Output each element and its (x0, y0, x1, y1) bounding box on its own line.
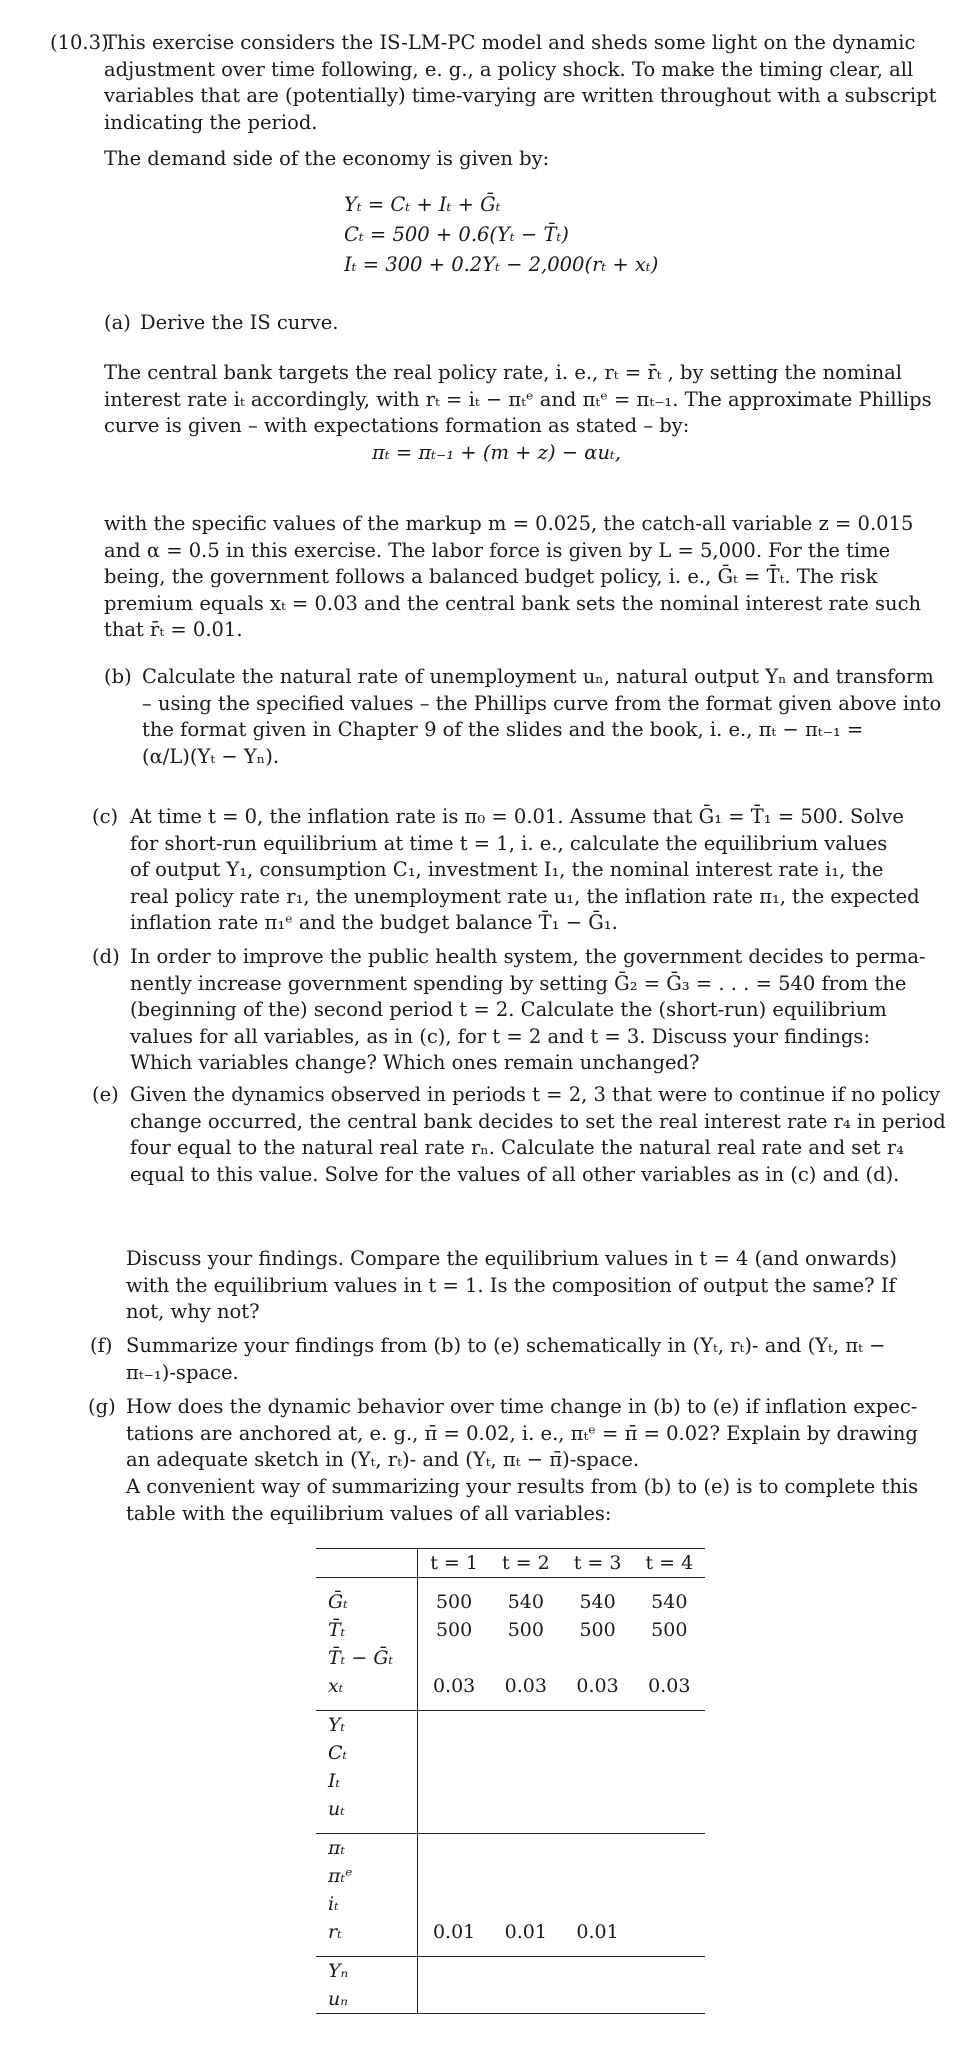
table-cell: 540 (579, 1590, 616, 1613)
table-row (316, 1862, 705, 1890)
part-e-discussion (126, 1246, 896, 1326)
paragraph-line: the format given in Chapter 9 of the slides and the book, i. e., πₜ − πₜ₋₁ = (142, 718, 864, 741)
part-g-text (126, 1394, 918, 1474)
table-cell (633, 1834, 705, 1863)
table-cell (418, 1711, 490, 1740)
paragraph-line: being, the government follows a balanced budget policy, i. e., Ḡₜ = T̄ₜ. The risk (104, 565, 878, 588)
table-cell (490, 1862, 562, 1890)
paragraph-line: that r̄ₜ = 0.01. (104, 618, 243, 641)
spacer-cell (316, 1578, 418, 1589)
table-cell (490, 1644, 562, 1672)
spacer-cell (316, 1946, 418, 1957)
row-variable: iₜ (316, 1890, 418, 1918)
table-cell (418, 1985, 490, 2014)
table-cell (490, 1834, 562, 1863)
table-cell (633, 1795, 705, 1823)
table-cell (490, 1957, 562, 1986)
table-cell: 0.01 (432, 1920, 476, 1943)
central-bank-paragraph (104, 360, 932, 440)
table-row (316, 1985, 705, 2014)
table-cell (418, 1739, 490, 1767)
table-cell: 500 (435, 1618, 473, 1641)
phillips-curve-equation: πₜ = πₜ₋₁ + (m + z) − αuₜ, (372, 441, 622, 464)
table-cell (633, 1862, 705, 1890)
table-cell (490, 1795, 562, 1823)
paragraph-line: In order to improve the public health system, the government decides to perma- (130, 945, 926, 968)
table-spacer (316, 1823, 705, 1834)
table-cell (562, 1862, 634, 1890)
table-row (316, 1795, 705, 1823)
header-empty-cell (316, 1549, 418, 1578)
table-cell: 0.03 (432, 1674, 476, 1697)
row-variable: uₙ (316, 1985, 418, 2014)
paragraph-line: tations are anchored at, e. g., π̄ = 0.02, i. e., πₜᵉ = π̄ = 0.02? Explain by drawing (126, 1421, 918, 1445)
table-cell (562, 1711, 634, 1740)
exercise-number: (10.3) (50, 31, 109, 54)
table-header-row (316, 1549, 705, 1578)
paragraph-line: for short-run equilibrium at time t = 1, i. e., calculate the equilibrium values (130, 831, 888, 855)
paragraph-line: an adequate sketch in (Yₜ, rₜ)- and (Yₜ, πₜ − π̄)-space. (126, 1448, 640, 1471)
table-cell (562, 1739, 634, 1767)
table-row (316, 1711, 705, 1740)
paragraph-line: of output Y₁, consumption C₁, investment I₁, the nominal interest rate i₁, the (130, 858, 884, 881)
equation-output: Yₜ = Cₜ + Iₜ + Ḡₜ (344, 193, 501, 216)
part-e-text (130, 1082, 946, 1188)
table-row (316, 1890, 705, 1918)
paragraph-line: Which variables change? Which ones remain unchanged? (130, 1051, 700, 1074)
paragraph-line: curve is given – with expectations formation as stated – by: (104, 414, 690, 437)
table-cell: 0.01 (576, 1920, 619, 1943)
row-variable: Iₜ (316, 1767, 418, 1795)
parameter-values-paragraph (104, 511, 922, 644)
equilibrium-values-table (316, 1548, 705, 2014)
paragraph-line: How does the dynamic behavior over time change in (b) to (e) if inflation expec- (126, 1395, 918, 1418)
paragraph-line: real policy rate r₁, the unemployment rate u₁, the inflation rate π₁, the expected (130, 884, 920, 908)
table-cell: 500 (651, 1618, 688, 1641)
intro-line: variables that are (potentially) time-varying are written throughout with a subscript (104, 84, 937, 107)
table-cell (418, 1795, 490, 1823)
part-f-text (126, 1333, 896, 1386)
paragraph-line: change occurred, the central bank decides to set the real interest rate r₄ in period (130, 1109, 946, 1133)
header-cell: t = 3 (562, 1549, 634, 1578)
part-a-label: (a) (104, 311, 131, 334)
paragraph-line: (beginning of the) second period t = 2. Calculate the (short-run) equilibrium (130, 998, 887, 1021)
table-row (316, 1588, 705, 1616)
paragraph-line: A convenient way of summarizing your results from (b) to (e) is to complete this (126, 1475, 919, 1498)
paragraph-line: Summarize your findings from (b) to (e) schematically in (Yₜ, rₜ)- and (Yₜ, πₜ − (126, 1334, 886, 1357)
table-cell: 0.03 (576, 1674, 619, 1697)
row-variable: uₜ (316, 1795, 418, 1823)
table-spacer (316, 1946, 705, 1957)
table-cell (633, 1739, 705, 1767)
table-cell (418, 1644, 490, 1672)
row-variable: xₜ (316, 1672, 418, 1700)
table-cell (562, 1795, 634, 1823)
table-row (316, 1672, 705, 1700)
table-row (316, 1739, 705, 1767)
table-cell (633, 1890, 705, 1918)
table-row (316, 1767, 705, 1795)
paragraph-line: with the equilibrium values in t = 1. Is the composition of output the same? If (126, 1273, 896, 1297)
paragraph-line: table with the equilibrium values of all variables: (126, 1501, 612, 1525)
table-cell: 0.03 (504, 1674, 547, 1697)
table-intro (126, 1474, 919, 1527)
demand-intro: The demand side of the economy is given by: (104, 147, 550, 170)
part-b-text (142, 664, 942, 770)
paragraph-line: πₜ₋₁)-space. (126, 1360, 239, 1384)
table-cell (633, 1985, 705, 2014)
intro-line: This exercise considers the IS-LM-PC model and sheds some light on the dynamic (104, 31, 916, 54)
table-cell (562, 1644, 634, 1672)
row-variable: Yₙ (316, 1957, 418, 1986)
row-variable: πₜ (316, 1834, 418, 1863)
paragraph-line: and α = 0.5 in this exercise. The labor force is given by L = 5,000. For the time (104, 538, 891, 562)
table-cell (633, 1711, 705, 1740)
intro-line: adjustment over time following, e. g., a policy shock. To make the timing clear, all (104, 57, 914, 81)
table-cell: 500 (507, 1618, 544, 1641)
paragraph-line: Calculate the natural rate of unemployment uₙ, natural output Yₙ and transform (142, 665, 934, 688)
paragraph-line: equal to this value. Solve for the values of all other variables as in (c) and (d). (130, 1162, 900, 1186)
table-cell (418, 1767, 490, 1795)
paragraph-line: – using the specified values – the Phillips curve from the format given above into (142, 691, 942, 715)
table-cell: 0.03 (648, 1674, 691, 1697)
table-spacer (316, 1578, 705, 1589)
spacer-cell (418, 1946, 705, 1957)
intro-line: indicating the period. (104, 110, 318, 134)
paragraph-line: (α/L)(Yₜ − Yₙ). (142, 744, 280, 768)
table-cell: 0.01 (504, 1920, 547, 1943)
row-variable: πₜᵉ (316, 1862, 418, 1890)
paragraph-line: four equal to the natural real rate rₙ. Calculate the natural real rate and set r₄ (130, 1136, 904, 1159)
header-cell: t = 2 (490, 1549, 562, 1578)
exercise-intro (104, 30, 937, 136)
row-variable: T̄ₜ (316, 1616, 418, 1644)
part-b-label: (b) (104, 665, 132, 688)
table-cell (418, 1862, 490, 1890)
row-variable: rₜ (316, 1918, 418, 1946)
table-cell (418, 1834, 490, 1863)
paragraph-line: nently increase government spending by setting Ḡ₂ = Ḡ₃ = . . . = 540 from the (130, 971, 907, 995)
paragraph-line: with the specific values of the markup m = 0.025, the catch-all variable z = 0.015 (104, 512, 914, 535)
table-cell (562, 1957, 634, 1986)
row-variable: Ḡₜ (316, 1588, 418, 1616)
paragraph-line: inflation rate π₁ᵉ and the budget balance T̄₁ − Ḡ₁. (130, 911, 618, 934)
table-row (316, 1644, 705, 1672)
paragraph-line: Discuss your findings. Compare the equilibrium values in t = 4 (and onwards) (126, 1247, 898, 1270)
table-cell (633, 1644, 705, 1672)
paragraph-line: premium equals xₜ = 0.03 and the central bank sets the nominal interest rate such (104, 591, 922, 615)
table-cell (633, 1767, 705, 1795)
table-cell: 500 (435, 1590, 473, 1613)
demand-equations (344, 192, 658, 282)
table-cell (490, 1739, 562, 1767)
equation-consumption: Cₜ = 500 + 0.6(Yₜ − T̄ₜ) (344, 223, 569, 246)
table-cell (633, 1918, 705, 1946)
paragraph-line: not, why not? (126, 1300, 260, 1323)
spacer-cell (418, 1823, 705, 1834)
paragraph-line: Given the dynamics observed in periods t = 2, 3 that were to continue if no policy (130, 1083, 941, 1106)
row-variable: T̄ₜ − Ḡₜ (316, 1644, 418, 1672)
table-spacer (316, 1700, 705, 1711)
spacer-cell (316, 1823, 418, 1834)
paragraph-line: At time t = 0, the inflation rate is π₀ = 0.01. Assume that Ḡ₁ = T̄₁ = 500. Solve (130, 805, 904, 828)
table-cell (562, 1834, 634, 1863)
paragraph-line: interest rate iₜ accordingly, with rₜ = iₜ − πₜᵉ and πₜᵉ = πₜ₋₁. The approximate Phillips (104, 387, 932, 411)
table-row (316, 1957, 705, 1986)
table-cell: 500 (579, 1618, 616, 1641)
part-g-label: (g) (88, 1395, 116, 1418)
table-cell (562, 1985, 634, 2014)
table-cell (562, 1767, 634, 1795)
table-row (316, 1918, 705, 1946)
part-d-text (130, 944, 926, 1077)
table-cell (562, 1890, 634, 1918)
part-e-label: (e) (92, 1083, 119, 1106)
table-cell (490, 1985, 562, 2014)
spacer-cell (316, 1700, 418, 1711)
header-cell: t = 1 (418, 1549, 490, 1578)
table-cell (490, 1890, 562, 1918)
row-variable: Yₜ (316, 1711, 418, 1740)
part-c-label: (c) (92, 805, 119, 828)
paragraph-line: values for all variables, as in (c), for t = 2 and t = 3. Discuss your findings: (130, 1024, 871, 1048)
table-cell: 540 (507, 1590, 544, 1613)
spacer-cell (418, 1578, 705, 1589)
row-variable: Cₜ (316, 1739, 418, 1767)
part-c-text (130, 804, 920, 937)
table-cell: 540 (651, 1590, 688, 1613)
part-f-label: (f) (90, 1334, 113, 1357)
table-cell (418, 1957, 490, 1986)
table-cell (490, 1711, 562, 1740)
table-row (316, 1834, 705, 1863)
table-cell (633, 1957, 705, 1986)
table-cell (490, 1767, 562, 1795)
header-cell: t = 4 (633, 1549, 705, 1578)
part-d-label: (d) (92, 945, 120, 968)
part-a-text: Derive the IS curve. (140, 311, 339, 334)
table-row (316, 1616, 705, 1644)
spacer-cell (418, 1700, 705, 1711)
equation-investment: Iₜ = 300 + 0.2Yₜ − 2,000(rₜ + xₜ) (344, 253, 659, 276)
paragraph-line: The central bank targets the real policy rate, i. e., rₜ = r̄ₜ , by setting the nominal (104, 361, 903, 384)
table-cell (418, 1890, 490, 1918)
